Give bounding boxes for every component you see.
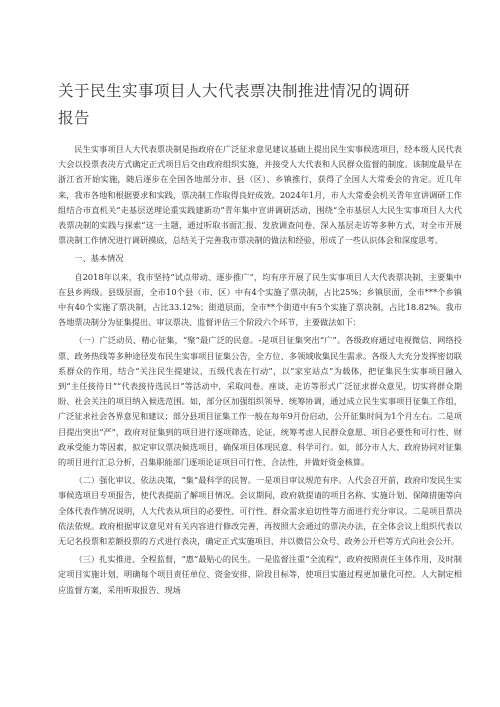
- intro-paragraph: 民生实事项目人大代表票决制是指政府在广泛征求意见建议基础上提出民生实事候选项目，经本级人民代表大会以投票表决方式确定正式项目后交由政府组织实施，并接受人大代表和人民群众监督的制度。该制度最早在浙江省开始实施，随后逐步在全国各地部分市、县（区）、乡镇推行，获得了全国人大常委会的肯定。近几年来，我市各地和根据要求和实践，票决制工作取得良好成效。2024年1月，市人大常委会机关青年宣讲调研工作组结合市直机关“走基层送理论重实践建新功”青年集中宣讲调研活动，围绕“全市基层人大民生实事项目人大代表票决制的实践与探索”这一主题，通过听取书面汇报、发放调查问卷、深入基层走访等多种方式，对全市开展票决制工作情况进行调研摸底，总结关于完善我市票决制的做法和经验，形成了一些认识体会和深度思考。: [58, 144, 462, 246]
- section1-paragraph-supervision: （三）扎实推进、全程监督，“惠”最贴心的民生。一是监督注重“全流程”，政府按照责任主体作用，及时制定项目实施计划，明确每个项目责任单位、资金安排、阶段目标等，使项目实施过程更加量化可控。人大制定相应监督方案，采用听取报告、现场: [58, 554, 462, 595]
- section1-paragraph-collection: （一）广泛动员、精心征集，“聚”最广泛的民意。-是项目征集突出“广”。各级政府通过电视微信、网络投票、政务热线等多种途径发布民生实事项目征集公告，全方位、多领域收集民生需求。各级人大充分发挥密切联系群众的作用，结合“关注民生提建议，五级代表在行动”，以“家室站点”为载体，把征集民生实事项目融入到“主任接待日”“代表接待选民日”等活动中，采取问卷、座谈、走访等形式广泛征求群众意见，切实将群众期盼、社会关注的项目纳入候选范围。如，部分区加强组织领导、统筹协调，通过成立民生实事项目征集工作组，广泛征求社会各界意见和建议；部分县项目征集工作一般在每年9月份启动，公开征集时间为1个月左右。二是项目提出突出“严”，政府对征集到的项目进行逐项筛选、论证，统筹考虑人民群众意愿、项目必要性和可行性、财政承受能力等因素，拟定审议票决候选项目，确保项目体现民意、科学可行。如，部分市人大、政府协同对征集的项目进行汇总分析，召集职能部门逐项论证项目可行性、合法性，并做好资金核算。: [58, 335, 462, 468]
- section1-paragraph-review: （二）强化审议、依法决策，“集”最科学的民智。一是项目审议规范有序。人代会召开前，政府印发民生实事候选项目专项报告，使代表提前了解项目情况。会议期间，政府就提请的项目名称、实施计划、保障措施等向全体代表作情况说明，人大代表从项目的必要性、可行性、群众需求迫切性等方面进行充分审议。二是项目票决依法依规。政府根据审议意见对有关内容进行修改完善，再按照大会通过的票决办法，在全体会议上组织代表以无记名投票和差额投票的方式进行表决，确定正式实施项目，并以微信公众号、政务公开栏等方式向社会公开。: [58, 475, 462, 547]
- title-line-2: 报告: [58, 109, 91, 127]
- section-heading-basic-situation: 一、基本情况: [74, 253, 124, 264]
- section1-paragraph-overview: 自2018年以来，我市坚持“试点带动、逐步推广”，均有序开展了民生实事项目人大代表票决制，主要集中在县乡两级。县级层面，全市10个县（市、区）中有4个实施了票决制，占比25%；乡镇层面，全市***个乡镇中有40个实施了票决制，占比33.12%；街道层面，全市**个街道中有5个实施了票决制，占比18.82%。我市各地票决制分为征集提出、审议票决、监督评估三个阶段六个环节，主要做法如下：: [58, 271, 462, 328]
- document-title: [58, 78, 462, 132]
- title-line-1: 关于民生实事项目人大代表票决制推进情况的调研: [58, 82, 411, 100]
